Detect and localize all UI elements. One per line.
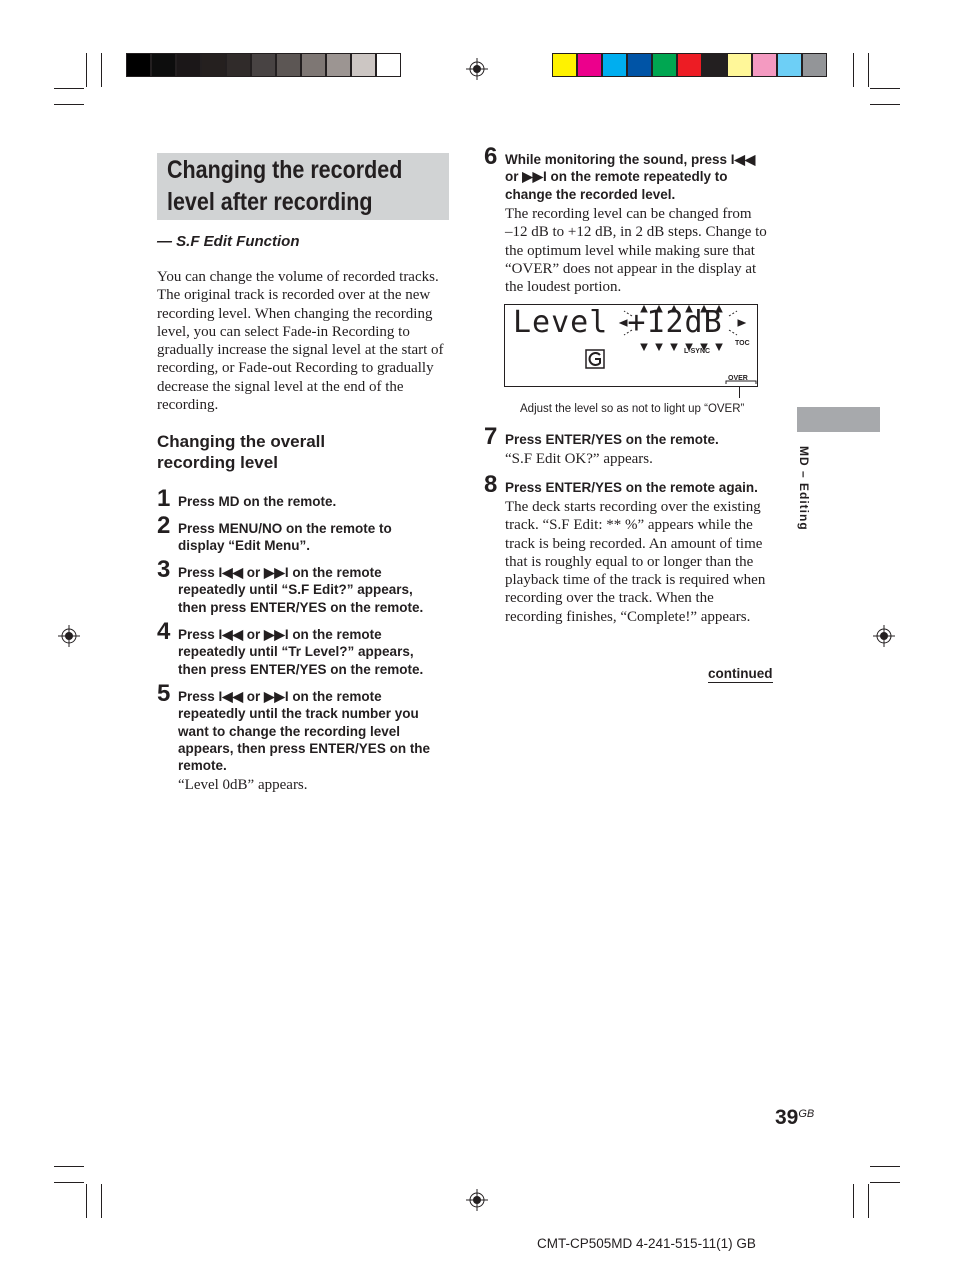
body-line: recording over the track. When the [505,590,714,607]
body-line: The deck starts recording over the existing [505,499,761,515]
crop-mark [54,88,84,89]
section-heading [157,431,325,473]
crop-mark [54,1182,84,1183]
gray-swatch [351,53,376,77]
step-line: repeatedly until “S.F Edit?” appears, [178,582,413,598]
step-note: “S.F Edit OK?” appears. [505,451,653,467]
step-instruction [178,626,423,678]
body-line: the optimum level while making sure that [505,242,755,259]
title-band [157,153,449,220]
step-line: or ▶▶I on the remote repeatedly to [505,169,728,185]
intro-paragraph [157,268,457,414]
color-swatch [752,53,777,77]
crop-mark [101,1184,102,1218]
body-line: that is roughly equal to or longer than the [505,553,754,570]
step-line: Press I◀◀ or ▶▶I on the remote [178,689,382,704]
step-line: then press ENTER/YES on the remote. [178,661,424,677]
step-line: Press ENTER/YES on the remote. [505,432,719,447]
intro-line: recording. [157,397,219,414]
page-number-value: 39 [775,1106,799,1129]
step-line: repeatedly until the track number you [178,706,419,722]
gray-swatch [276,53,301,77]
color-swatch [702,53,727,77]
step-number: 7 [484,423,498,450]
step-line: display “Edit Menu”. [178,538,311,554]
color-swatch [727,53,752,77]
crop-mark [54,1166,84,1167]
toc-indicator: TOC [735,340,750,347]
body-line: playback time of the track is required when [505,572,766,589]
gray-swatch [151,53,176,77]
callout-line [739,386,740,398]
color-swatch [802,53,827,77]
step-instruction [178,688,430,774]
body-line: The recording level can be changed from [505,206,752,222]
gray-swatch [326,53,351,77]
step-note: “Level 0dB” appears. [178,777,308,793]
side-section-label: MD – Editing [797,446,811,531]
gray-swatch [301,53,326,77]
side-tab [797,407,880,432]
intro-line: decrease the signal level at the end of the [157,378,404,395]
step-number: 6 [484,143,498,170]
page-number-suffix: GB [798,1108,815,1120]
color-swatch [602,53,627,77]
step-number: 8 [484,471,498,498]
crop-mark [870,104,900,105]
registration-mark-icon [873,625,895,647]
lsync-indicator: L-SYNC [684,348,711,355]
step-number: 1 [157,485,171,512]
crop-mark [868,53,869,87]
registration-mark-icon [466,58,488,80]
step-line: While monitoring the sound, press I◀◀ [505,152,756,167]
step-line: Press MENU/NO on the remote to [178,521,392,536]
step-line: Press I◀◀ or ▶▶I on the remote [178,565,382,580]
body-line: track is being recorded. An amount of time [505,535,763,552]
step-line: Press MD on the remote. [178,494,337,509]
page-title [167,154,451,218]
step-line: then press ENTER/YES on the remote. [178,599,424,615]
crop-mark [101,53,102,87]
body-line: “OVER” does not appear in the display at [505,260,757,277]
step-line: repeatedly until “Tr Level?” appears, [178,644,414,660]
intro-line: recording level. When changing the recording [157,305,433,322]
color-swatch [677,53,702,77]
crop-mark [54,104,84,105]
color-swatch [627,53,652,77]
color-swatch [777,53,802,77]
body-line: recording finishes, “Complete!” appears. [505,608,751,625]
registration-mark-icon [58,625,80,647]
step-body [505,498,785,626]
crop-mark [870,1166,900,1167]
step-number: 5 [157,680,171,707]
body-line: the loudest portion. [505,279,622,296]
intro-line: The original track is recorded over at the new [157,287,431,304]
gray-swatch [201,53,226,77]
crop-mark [870,88,900,89]
step-line: appears, then press ENTER/YES on the [178,740,431,756]
intro-line: You can change the volume of recorded tracks. [157,269,439,285]
crop-mark [86,53,87,87]
color-swatch [652,53,677,77]
step-number: 3 [157,556,171,583]
gray-swatch [176,53,201,77]
body-line: track. “S.F Edit: ** %” appears while the [505,517,753,534]
step-instruction [178,493,336,510]
section-heading-line: recording level [157,453,278,472]
crop-mark [86,1184,87,1218]
step-line: Press ENTER/YES on the remote again. [505,480,758,495]
intro-line: gradually increase the signal level at the start of [157,342,444,359]
step-instruction [178,564,423,616]
footer-code: CMT-CP505MD 4-241-515-11(1) GB [537,1236,756,1251]
crop-mark [868,1184,869,1218]
step-line: Press I◀◀ or ▶▶I on the remote [178,627,382,642]
subtitle: — S.F Edit Function [157,233,300,250]
registration-mark-icon [466,1189,488,1211]
gray-swatch [126,53,151,77]
page-number [775,1106,814,1130]
title-line-1: Changing the recorded [167,156,403,184]
step-line: want to change the recording level [178,723,401,739]
section-heading-line: Changing the overall [157,432,326,451]
color-swatch [552,53,577,77]
crop-mark [853,53,854,87]
step-body [505,205,785,296]
lcd-display [504,304,758,387]
step-instruction [505,431,719,448]
intro-line: recording, or Fade-out Recording to gradually [157,360,434,377]
gray-swatch [226,53,251,77]
step-instruction [505,479,758,496]
step-line: change the recorded level. [505,186,676,202]
crop-mark [870,1182,900,1183]
lcd-main-text: Level +12dB [513,305,723,340]
body-line: –12 dB to +12 dB, in 2 dB steps. Change to [505,224,767,241]
title-line-2: level after recording [167,188,373,216]
step-number: 2 [157,512,171,539]
color-swatch [577,53,602,77]
continued-label: continued [708,666,773,681]
step-number: 4 [157,618,171,645]
step-line: remote. [178,758,227,774]
intro-line: level, you can select Fade-in Recording to [157,323,410,340]
gray-swatch [251,53,276,77]
step-instruction [505,151,755,203]
display-caption: Adjust the level so as not to light up “OVER” [520,403,745,415]
over-indicator: OVER [728,375,748,382]
crop-mark [853,1184,854,1218]
gray-swatch [376,53,401,77]
step-instruction [178,520,392,555]
